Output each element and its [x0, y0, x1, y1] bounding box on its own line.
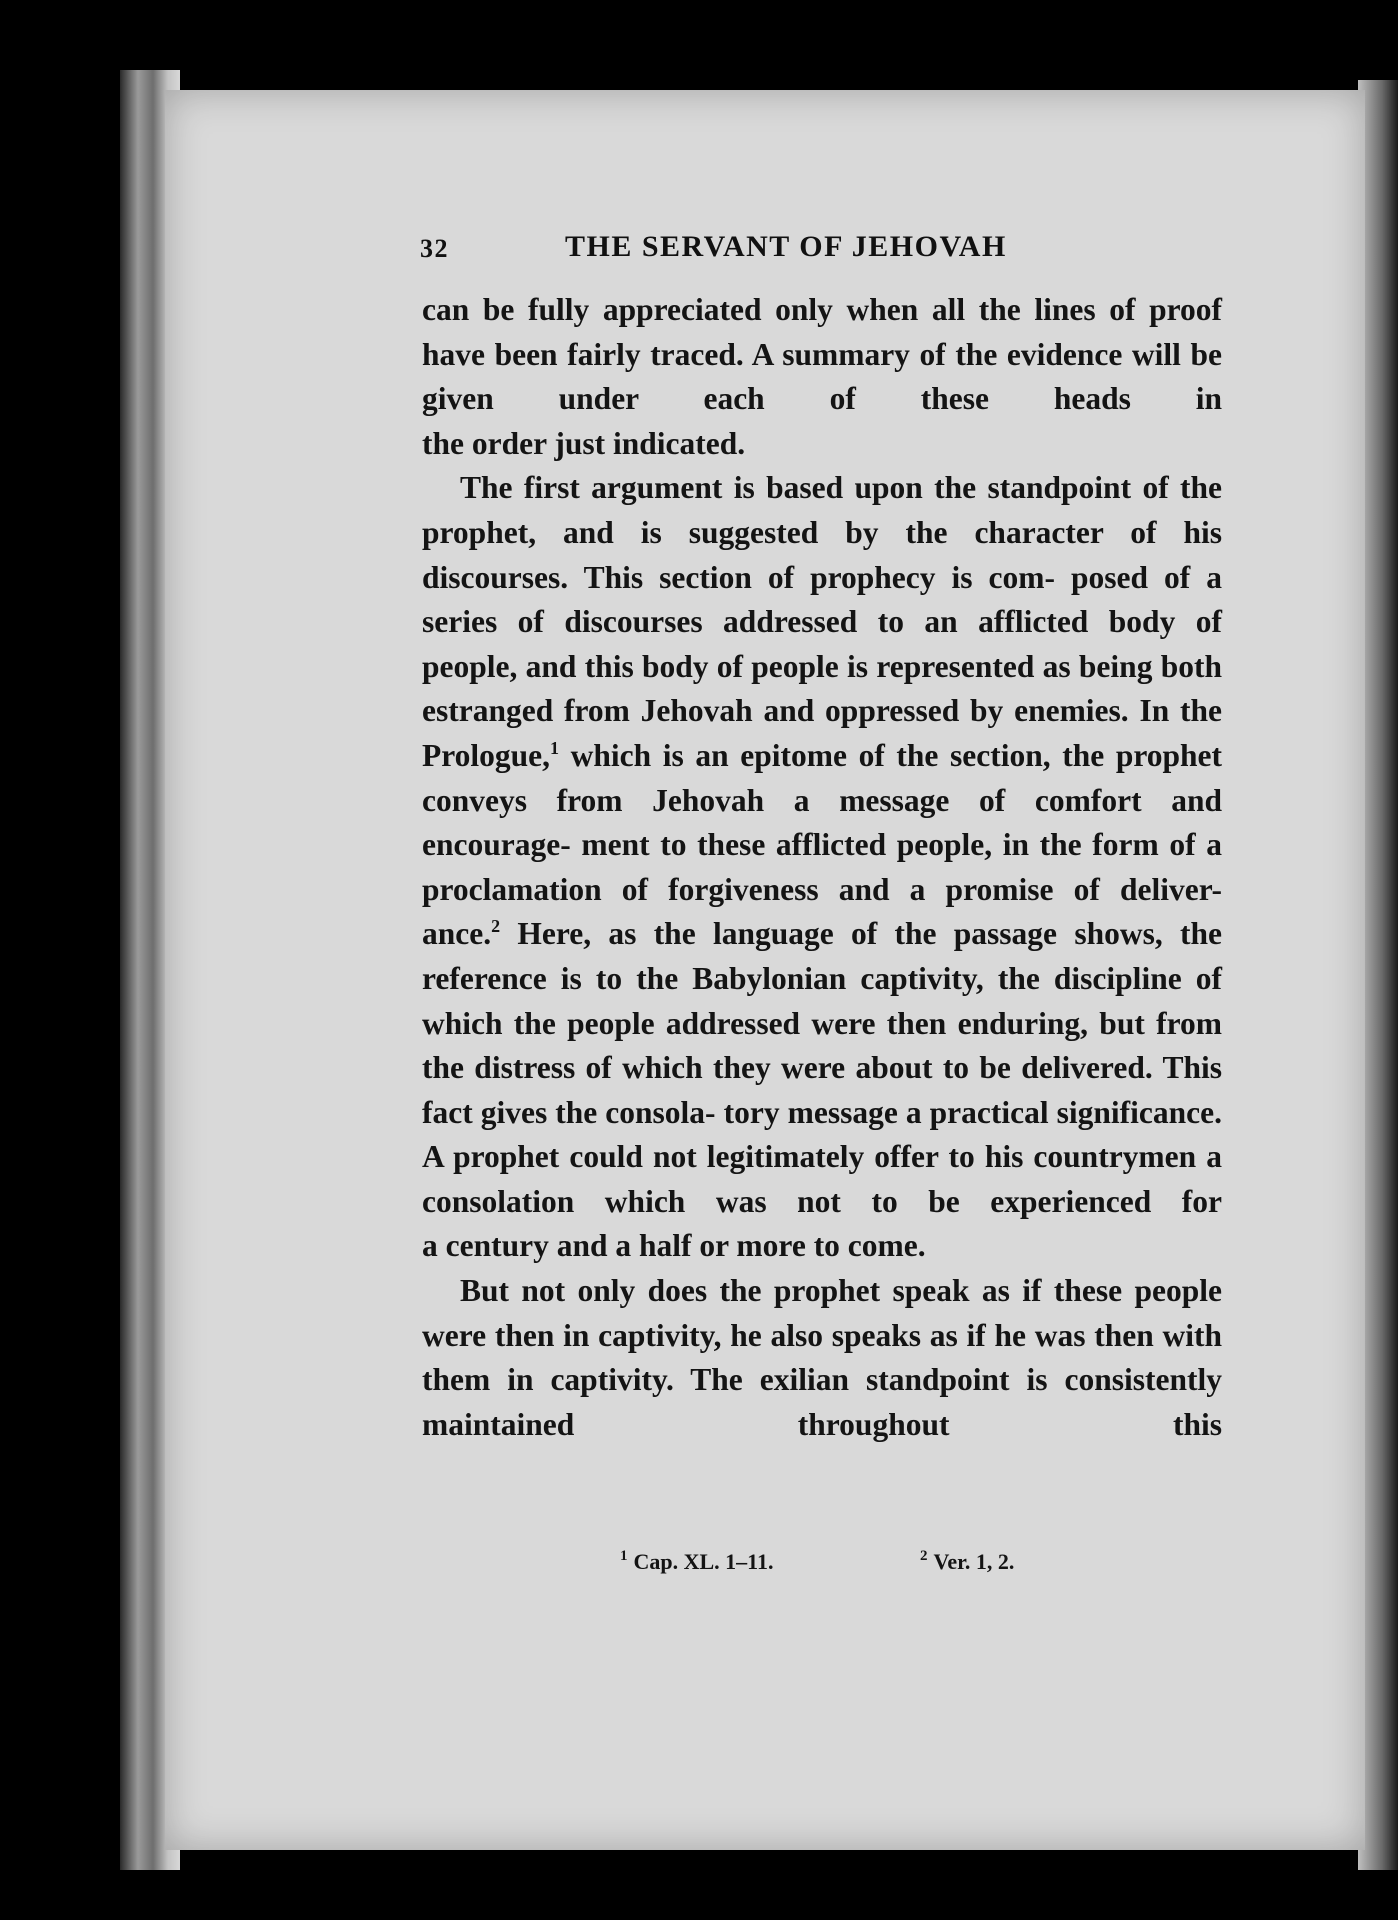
paragraph-1: can be fully appreciated only when all the lines of proof have been fairly traced. A summary of the evidence will be given under each of these heads in [422, 292, 1223, 417]
paragraph-2: The first argument is based upon the standpoint of the prophet, and is suggested by the character of his discourses. This section of prophecy is com- posed of a series of discourses addressed to an afflicted body of people, and this body of people is represented as being both estranged from Jehovah and oppressed by enemies. In the Prologue,$^1$ which is an epitome of the section, the prophet conveys from Jehovah a message of comfort and encourage- ment to these afflicted people, in the form of a proclamation of forgiveness and a promise of deliver- ance.$^2$ Here, as the language of the passage shows, the reference is to the Babylonian captivity, the discipline of which the people addressed were then enduring, but from the distress of which they were about to be delivered. This fact gives the consola- tory message a practical significance. A prophet could not legitimately offer to his countrymen a consolation which was not to be experienced for [422, 470, 1223, 1219]
page-number: 32 [420, 234, 449, 263]
footnote-2: $^2$ Ver. 1, 2. [920, 1548, 1015, 1574]
paragraph-3: But not only does the prophet speak as if these people were then in captivity, he also speaks as if he was then with them in captivity. The exilian standpoint is consistently maintained throughout this [422, 1273, 1222, 1442]
running-head [420, 230, 1080, 274]
body-text [422, 288, 1222, 1447]
footnote-ref-2: 2 [491, 916, 501, 937]
paragraph-1-end: the order just indicated. [422, 425, 746, 461]
footnote-ref-1: 1 [550, 737, 560, 758]
paragraph-2-end: a century and a half or more to come. [422, 1228, 926, 1264]
footnote-1: $^1$ Cap. XL. 1–11. [620, 1548, 774, 1574]
running-title: THE SERVANT OF JEHOVAH [565, 230, 1007, 263]
